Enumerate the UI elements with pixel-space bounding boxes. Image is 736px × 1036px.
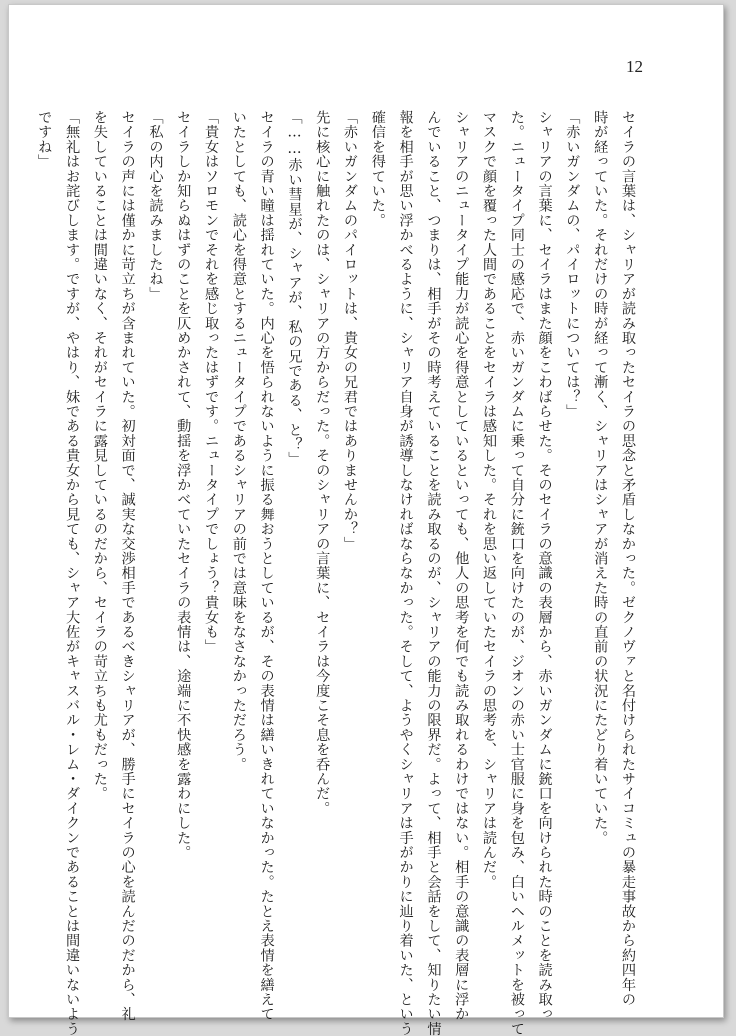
text-line: た。ニュータイプ同士の感応で、赤いガンダムに乗って自分に銃口を向けたのが、ジオンの赤い士官服に身を包み、白いヘルメットを被って [508,110,525,1036]
text-line: シャリアの言葉に、セイラはまた顔をこわばらせた。そのセイラの意識の表層から、赤いガンダムに銃口を向けられた時のことを読み取っ [536,110,553,1022]
text-line: セイラの青い瞳は揺れていた。内心を悟られないように振る舞おうとしているが、その表情は繕いきれていなかった。たとえ表情を繕えて [258,110,275,1022]
text-line: 「赤いガンダムのパイロットは、貴女の兄君ではありませんか？」 [342,110,359,551]
text-line: 報を相手が思い浮かべるように、シャリア自身が誘導しなければならなかった。そして、ようやくシャリアは手がかりに辿り着いた、という [397,110,414,1036]
text-line: 「無礼はお詫びします。ですが、やはり、妹である貴女から見ても、シャア大佐がキャスバル・レム・ダイクンであることは間違いないよう [64,110,81,1036]
text-line: 「……赤い彗星が、シャアが、私の兄である、と？」 [286,110,303,467]
text-line: 「貴女はソロモンでそれを感じ取ったはずです。ニュータイプでしょう？貴女も」 [203,110,220,654]
text-line: 確信を得ていた。 [369,110,386,228]
text-line: 時が経っていた。それだけの時が経って漸く、シャリアはシャアが消えた時の直前の状況にたどり着いていた。 [592,110,609,845]
text-line: マスクで顔を覆った人間であることをセイラは感知した。それを思い返していたセイラの思考を、シャリアは読んだ。 [481,110,498,890]
text-line: セイラの言葉は、シャリアが読み取ったセイラの思念と矛盾しなかった。ゼクノヴァと名付けられたサイコミュの暴走事故から約四年の [620,110,636,1007]
text-line: セイラの声には僅かに苛立ちが含まれていた。初対面で、誠実な交渉相手であるべきシャリアが、勝手にセイラの心を読んだのだから、礼 [119,110,136,1022]
text-line: セイラしか知らぬはずのことを仄めかされて、動揺を浮かべていたセイラの表情は、途端に不快感を露わにした。 [175,110,192,860]
text-line: ですね」 [36,110,53,169]
text-line: を失していることは間違いなく、それがセイラに露見しているのだから、セイラの苛立ちも尤もだった。 [91,110,108,801]
text-line: シャリアのニュータイプ能力が読心を得意としているといっても、他人の思考を何でも読み取れるわけではない。相手の意識の表層に浮か [453,110,470,1022]
text-line: 「私の内心を読みましたね」 [147,110,164,302]
text-line: んでいること、つまりは、相手がその時考えていることを読み取るのが、シャリアの能力の限界だ。よって、相手と会話をして、知りたい情 [425,110,442,1036]
text-line: いたとしても、読心を得意とするニュータイプであるシャリアの前では意味をなさなかっただろう。 [230,110,247,772]
text-line: 「赤いガンダムの、パイロットについては？」 [564,110,581,419]
text-line: 先に核心に触れたのは、シャリアの方からだった。そのシャリアの言葉に、セイラは今度こそ息を呑んだ。 [314,110,331,816]
page-number: 12 [626,57,643,76]
vertical-text-body [36,110,641,1036]
document-page [8,4,724,1036]
